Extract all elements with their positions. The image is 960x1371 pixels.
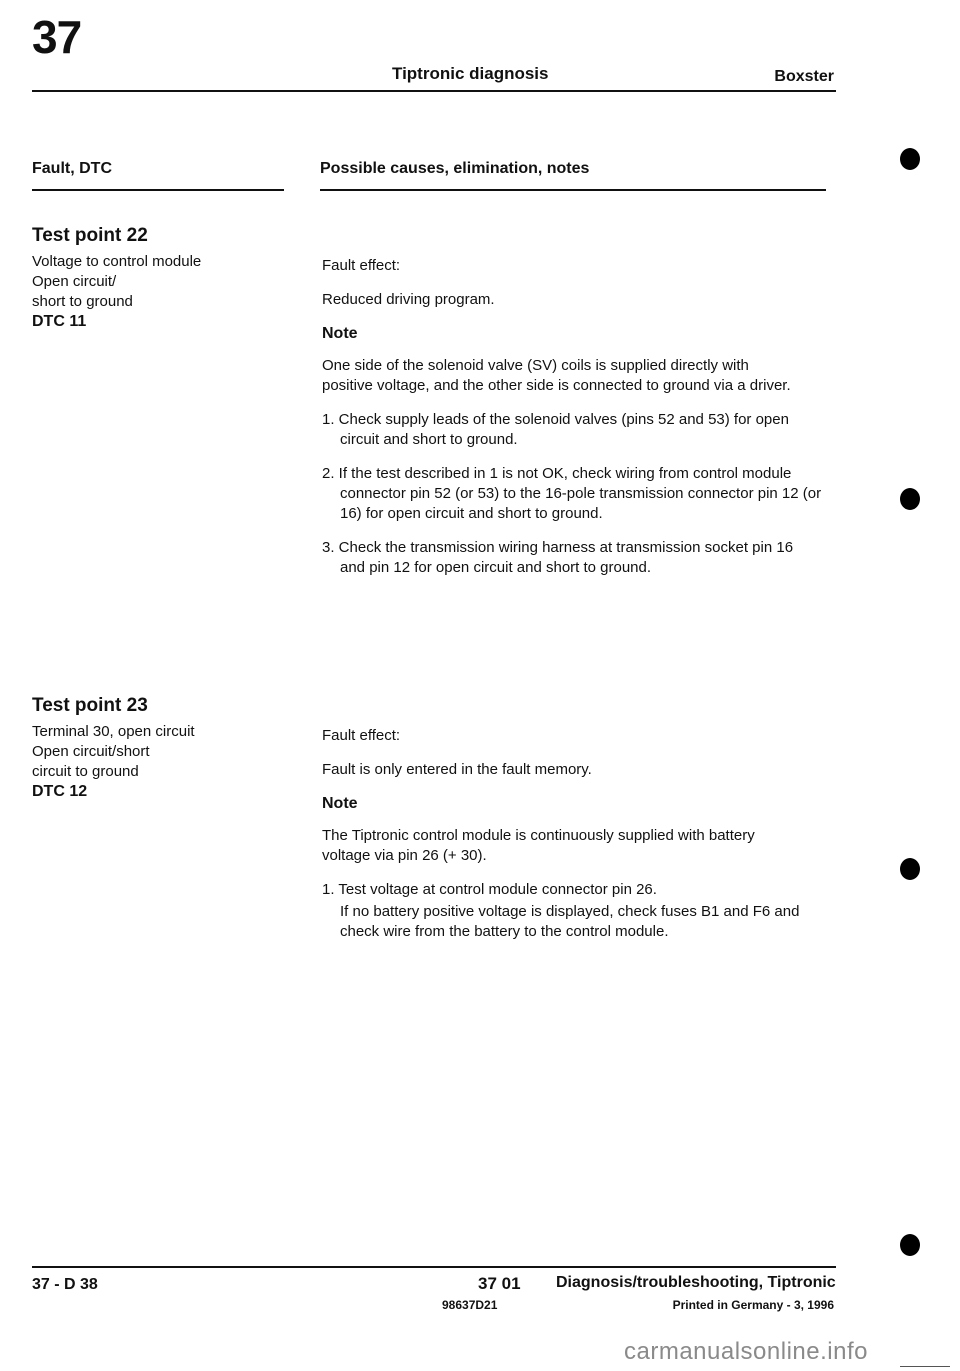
test-point-22-details [322, 256, 822, 592]
document-number: 98637D21 [442, 1298, 498, 1312]
test-point-22-block [32, 226, 201, 332]
tp23-fault-effect: Fault is only entered in the fault memory. [322, 761, 592, 778]
tp23-fault-label: Fault effect: [322, 727, 401, 744]
page-number: 37 - D 38 [32, 1276, 98, 1293]
tp22-note-heading: Note [322, 325, 358, 342]
tp23-step-1 [322, 880, 822, 942]
binder-hole [900, 858, 920, 880]
test-point-23-title: Test point 23 [32, 695, 148, 716]
column-rule-left [32, 189, 284, 191]
tp23-step-1-text: 1. Test voltage at control module connector pin 26. [322, 881, 657, 898]
footer-rule [32, 1266, 836, 1268]
tp22-step-1: 1. Check supply leads of the solenoid valves (pins 52 and 53) for open circuit and short to ground. [322, 411, 789, 448]
tp22-line-2: Open circuit/ [32, 273, 117, 290]
test-point-23-details [322, 726, 822, 942]
chapter-number: 37 [32, 11, 82, 63]
tp22-step-2: 2. If the test described in 1 is not OK, check wiring from control module connector pin 52 (or 53) to the 16-pole transmission connector pin 12 (or 16) for open circuit and short to ground. [322, 465, 822, 522]
tp22-dtc: DTC 11 [32, 313, 87, 330]
tp23-line-3: circuit to ground [32, 763, 139, 780]
binder-hole [900, 1234, 920, 1256]
tp22-fault-effect: Reduced driving program. [322, 291, 495, 308]
header-title: Tiptronic diagnosis [392, 64, 549, 83]
binder-hole [900, 488, 920, 510]
binder-hole [900, 148, 920, 170]
watermark: carmanualsonline.info [624, 1338, 868, 1365]
test-point-22-title: Test point 22 [32, 225, 148, 246]
footer-section-code: 37 01 [478, 1274, 521, 1293]
tp22-fault-label: Fault effect: [322, 257, 401, 274]
tp22-line-1: Voltage to control module [32, 253, 202, 270]
tp23-dtc: DTC 12 [32, 783, 88, 800]
tp22-step-3: 3. Check the transmission wiring harness at transmission socket pin 16 and pin 12 for open circuit and short to ground. [322, 539, 794, 576]
print-info: Printed in Germany - 3, 1996 [672, 1298, 834, 1312]
tp22-note-text: One side of the solenoid valve (SV) coils is supplied directly with positive voltage, and the other side is connected to ground via a driver. [322, 357, 791, 394]
tp23-line-2: Open circuit/short [32, 743, 150, 760]
tp23-step-1-detail: If no battery positive voltage is displayed, check fuses B1 and F6 and check wire from the battery to the control module. [340, 903, 800, 940]
column-rule-right [320, 189, 826, 191]
test-point-23-block [32, 696, 195, 802]
footer-section-title: Diagnosis/troubleshooting, Tiptronic [556, 1274, 836, 1291]
tp23-note-text: The Tiptronic control module is continuously supplied with battery voltage via pin 26 (+ 30). [322, 827, 755, 864]
header-rule [32, 90, 836, 92]
header-model: Boxster [774, 68, 834, 85]
tp23-note-heading: Note [322, 795, 358, 812]
tp23-line-1: Terminal 30, open circuit [32, 723, 195, 740]
watermark-underline [900, 1366, 950, 1367]
column-causes-heading: Possible causes, elimination, notes [320, 160, 590, 177]
tp22-line-3: short to ground [32, 293, 133, 310]
column-fault-heading: Fault, DTC [32, 160, 112, 177]
